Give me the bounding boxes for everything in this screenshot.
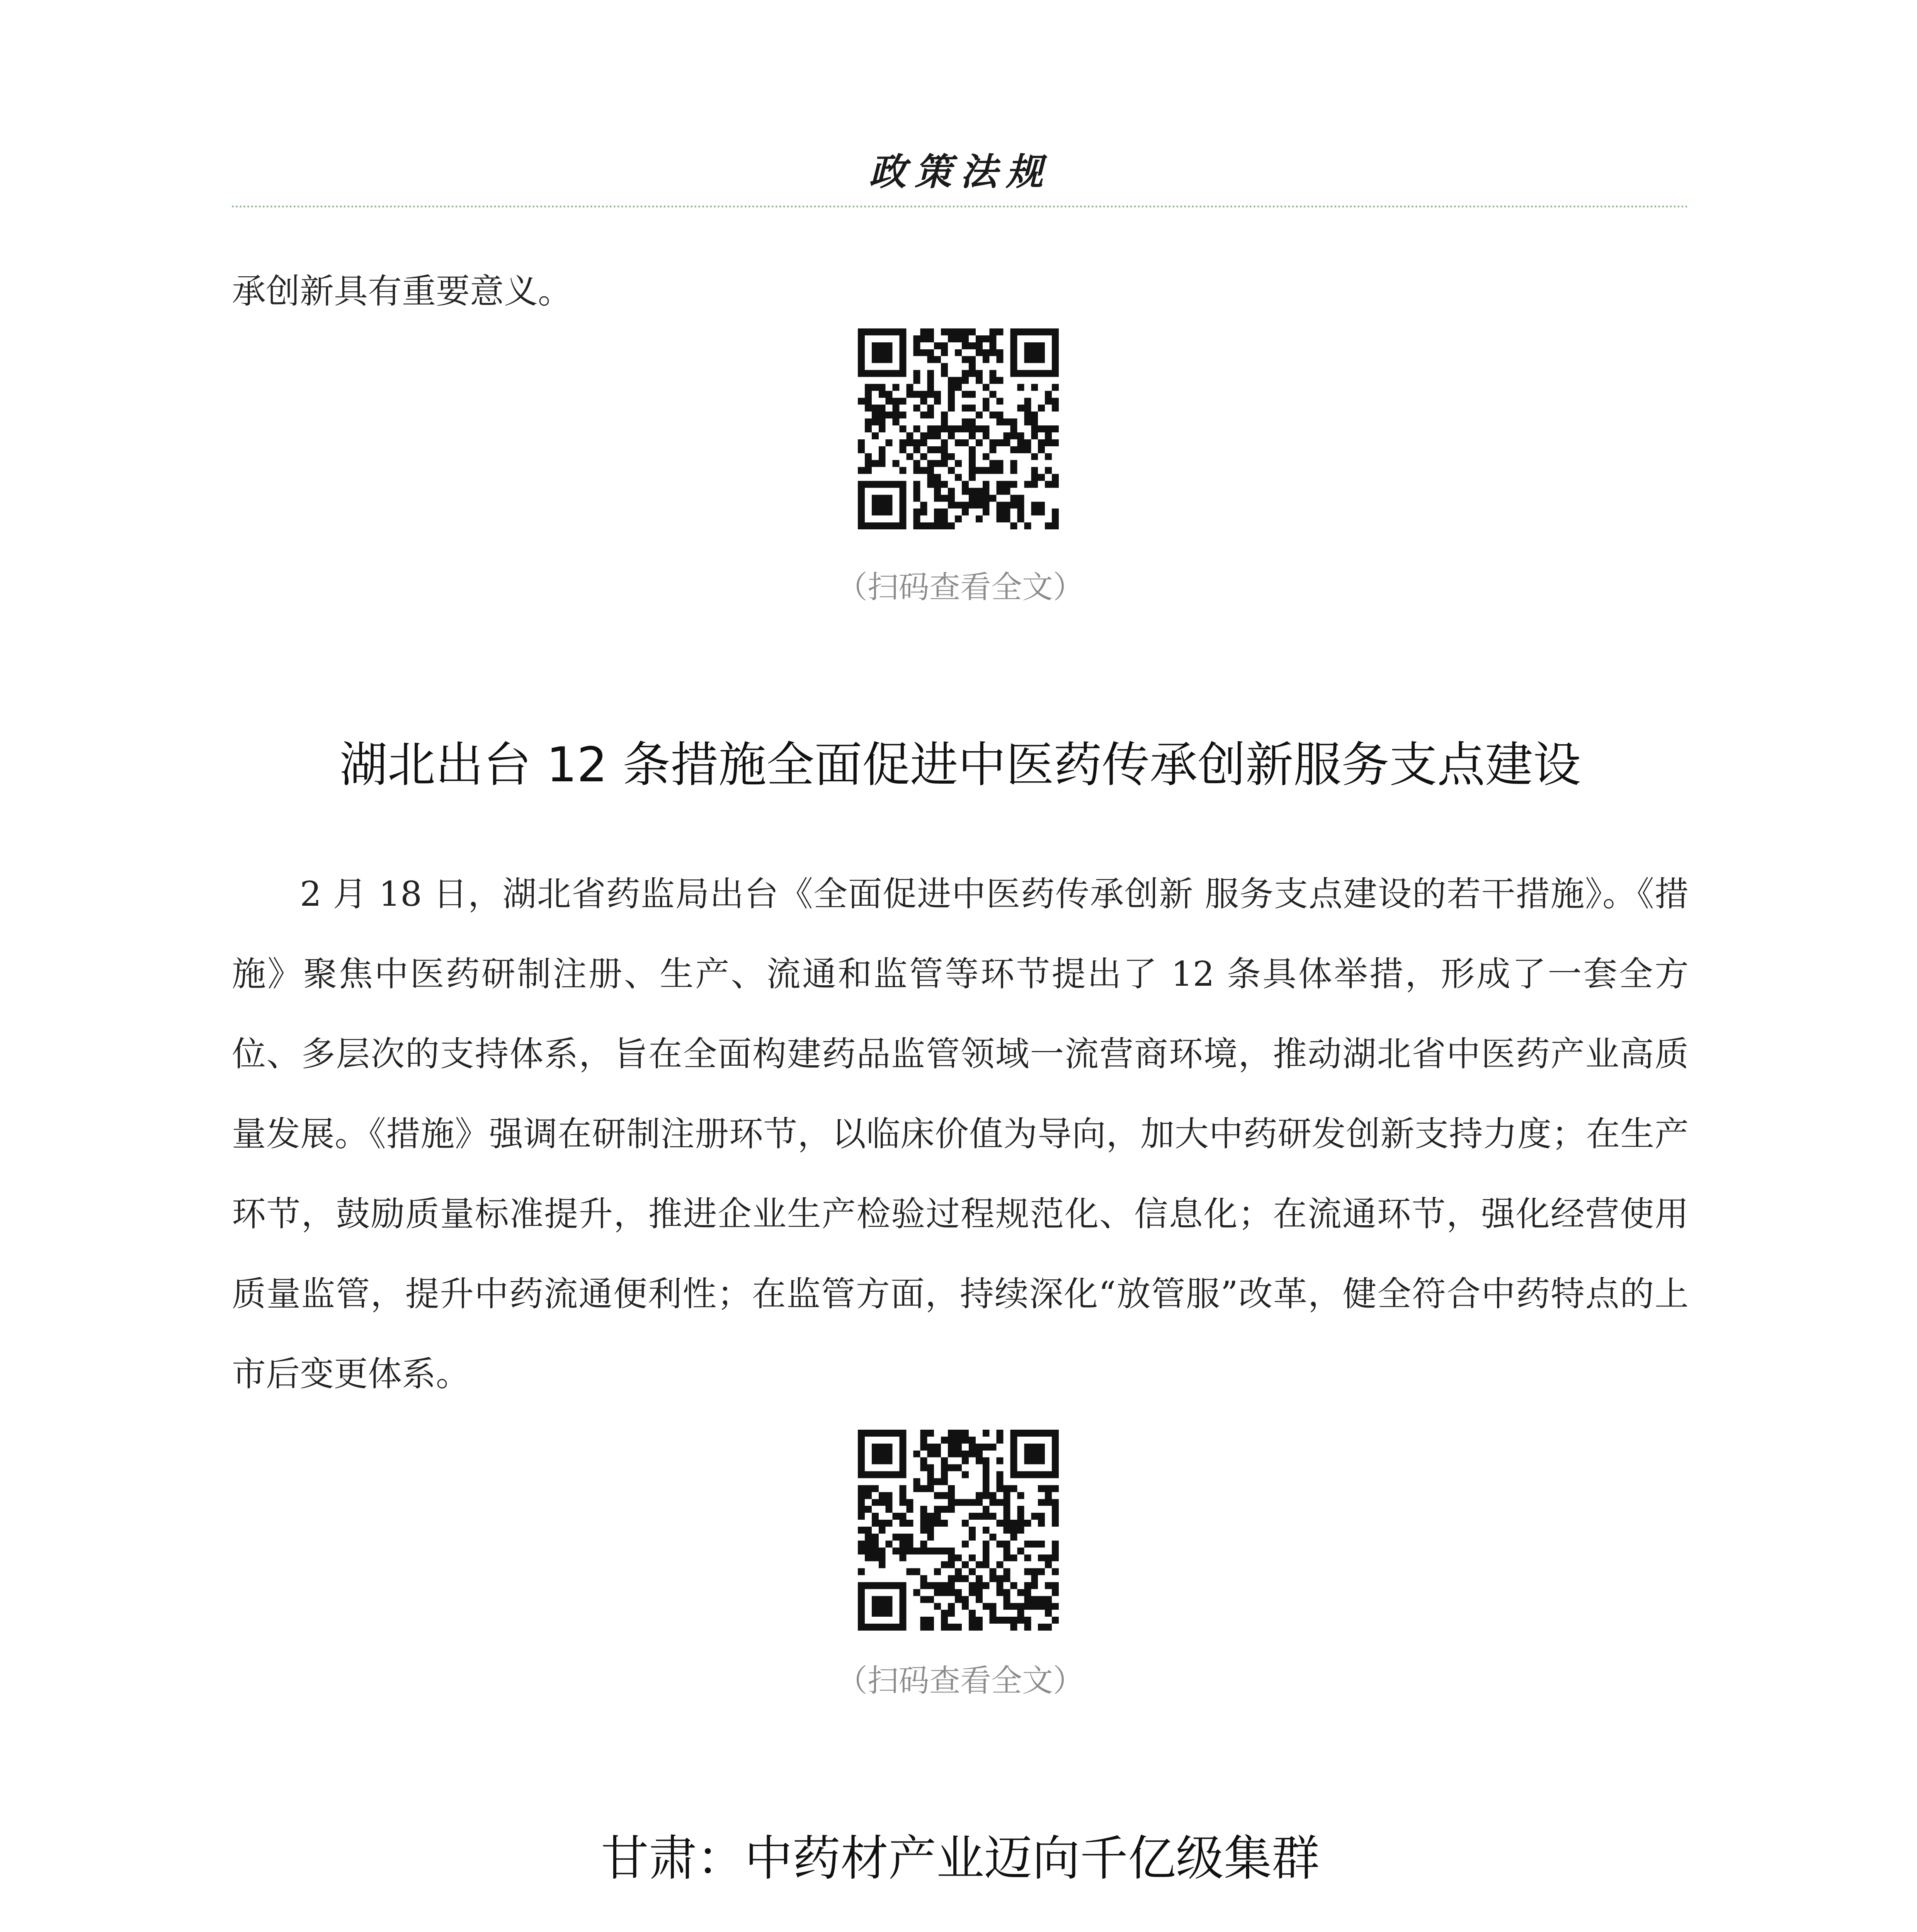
article-title-hubei: 湖北出台 12 条措施全面促进中医药传承创新服务支点建设 (339, 737, 1581, 793)
qr-caption: （扫码查看全文） (837, 1663, 1084, 1699)
header-divider (232, 206, 1689, 207)
section-header: 政策法规 (869, 150, 1051, 194)
qr-code-icon[interactable] (858, 328, 1059, 529)
article-paragraph-hubei: 2 月 18 日，湖北省药监局出台《全面促进中医药传承创新 服务支点建设的若干措施》。《措施》聚焦中医药研制注册、生产、流通和监管等环节提出了 12 条具体举措，形成了一套全方位、多层次的支持体系，旨在全面构建药品监管领域一流营商环境，推动湖北省中医药产业高质量发展。《措施》强调在研制注册环节，以临床价值为导向，加大中药研发创新支持力度；在生产环节，鼓励质量标准提升，推进企业生产检验过程规范化、信息化；在流通环节，强化经营使用质量监管，提升中药流通便利性；在监管方面，持续深化“放管服”改革，健全符合中药特点的上市后变更体系。 (232, 874, 1689, 1394)
intro-paragraph: 承创新具有重要意义。 (232, 271, 572, 311)
qr-caption: （扫码查看全文） (837, 569, 1084, 605)
article-title-gansu: 甘肃：中药材产业迈向千亿级集群 (600, 1831, 1320, 1886)
qr-code-icon[interactable] (858, 1430, 1059, 1631)
